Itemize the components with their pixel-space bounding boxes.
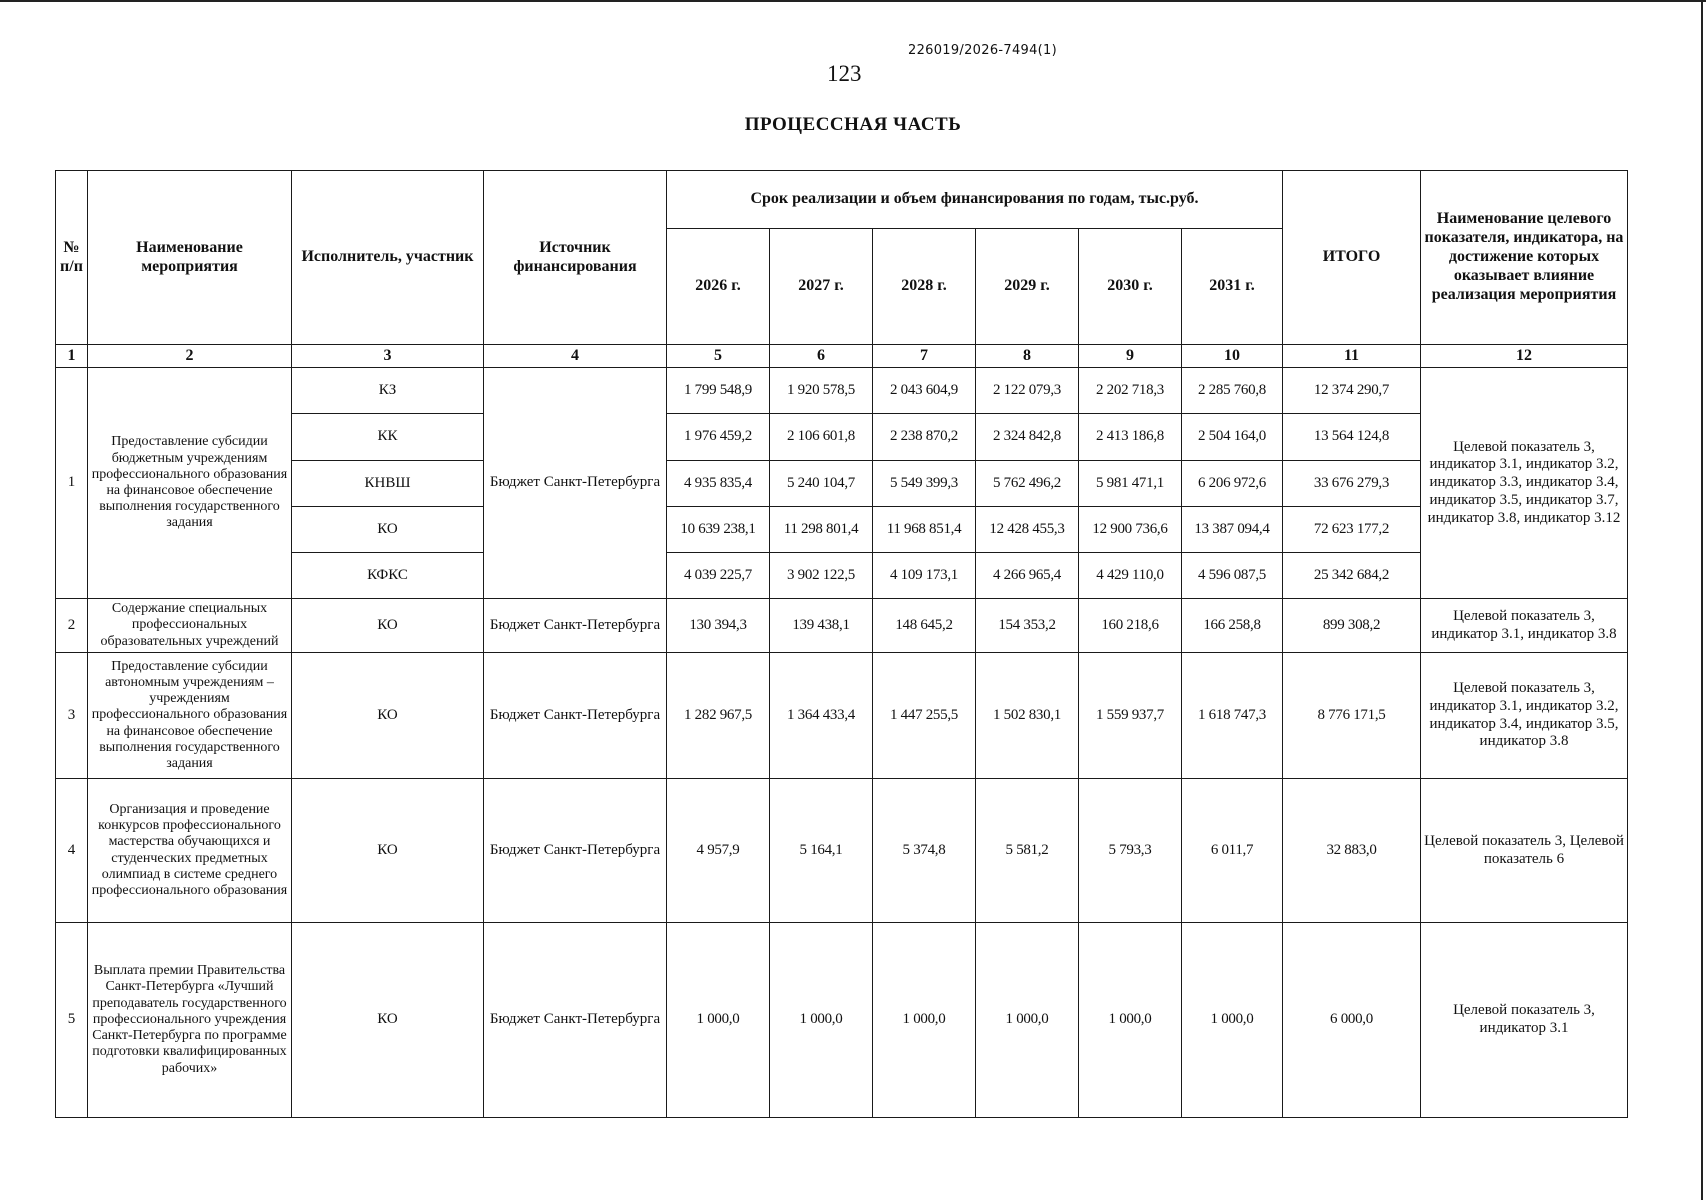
executor: КК	[292, 414, 484, 461]
column-number: 7	[873, 345, 976, 368]
amount-cell: 1 976 459,2	[667, 414, 770, 461]
amount-cell: 12 428 455,3	[976, 507, 1079, 553]
amount-cell: 1 000,0	[770, 923, 873, 1118]
table-row	[56, 507, 1628, 553]
event-name: Выплата премии Правительства Санкт-Петербурга «Лучший преподаватель государственного профессионального учреждения Санкт-Петербурга по программе подготовки квалифицированных рабочих»	[88, 923, 292, 1118]
column-number: 3	[292, 345, 484, 368]
table-row	[56, 461, 1628, 507]
scan-top-edge	[0, 0, 1706, 2]
total-cell: 12 374 290,7	[1283, 368, 1421, 414]
amount-cell: 2 202 718,3	[1079, 368, 1182, 414]
document-number: 226019/2026-7494(1)	[908, 43, 1057, 58]
amount-cell: 6 011,7	[1182, 779, 1283, 923]
amount-cell: 166 258,8	[1182, 599, 1283, 653]
indicator-cell: Целевой показатель 3, индикатор 3.1, индикатор 3.8	[1421, 599, 1628, 653]
amount-cell: 1 618 747,3	[1182, 653, 1283, 779]
amount-cell: 1 799 548,9	[667, 368, 770, 414]
amount-cell: 4 266 965,4	[976, 553, 1079, 599]
amount-cell: 1 000,0	[1182, 923, 1283, 1118]
column-number: 8	[976, 345, 1079, 368]
executor: КНВШ	[292, 461, 484, 507]
event-name: Предоставление субсидии бюджетным учреждениям профессионального образования на финансовое обеспечение выполнения государственного задания	[88, 368, 292, 599]
header-year: 2029 г.	[976, 229, 1079, 345]
amount-cell: 1 000,0	[1079, 923, 1182, 1118]
indicator-cell: Целевой показатель 3, индикатор 3.1, индикатор 3.2, индикатор 3.4, индикатор 3.5, индикатор 3.8	[1421, 653, 1628, 779]
amount-cell: 12 900 736,6	[1079, 507, 1182, 553]
funding-source: Бюджет Санкт-Петербурга	[484, 653, 667, 779]
total-cell: 6 000,0	[1283, 923, 1421, 1118]
executor: КО	[292, 507, 484, 553]
amount-cell: 2 285 760,8	[1182, 368, 1283, 414]
amount-cell: 2 324 842,8	[976, 414, 1079, 461]
amount-cell: 3 902 122,5	[770, 553, 873, 599]
amount-cell: 6 206 972,6	[1182, 461, 1283, 507]
amount-cell: 4 935 835,4	[667, 461, 770, 507]
row-number: 1	[56, 368, 88, 599]
column-number: 6	[770, 345, 873, 368]
executor: КО	[292, 653, 484, 779]
indicator-cell: Целевой показатель 3, Целевой показатель 6	[1421, 779, 1628, 923]
amount-cell: 4 429 110,0	[1079, 553, 1182, 599]
amount-cell: 5 793,3	[1079, 779, 1182, 923]
amount-cell: 2 043 604,9	[873, 368, 976, 414]
column-number: 10	[1182, 345, 1283, 368]
amount-cell: 5 164,1	[770, 779, 873, 923]
table-row	[56, 414, 1628, 461]
total-cell: 33 676 279,3	[1283, 461, 1421, 507]
column-number: 4	[484, 345, 667, 368]
total-cell: 8 776 171,5	[1283, 653, 1421, 779]
column-number: 5	[667, 345, 770, 368]
funding-source: Бюджет Санкт-Петербурга	[484, 779, 667, 923]
table-row	[56, 553, 1628, 599]
header-total: ИТОГО	[1283, 171, 1421, 345]
amount-cell: 5 240 104,7	[770, 461, 873, 507]
amount-cell: 1 920 578,5	[770, 368, 873, 414]
indicator-cell: Целевой показатель 3, индикатор 3.1	[1421, 923, 1628, 1118]
executor: КЗ	[292, 368, 484, 414]
amount-cell: 1 000,0	[976, 923, 1079, 1118]
header-source: Источник финансирования	[484, 171, 667, 345]
indicator-cell: Целевой показатель 3, индикатор 3.1, индикатор 3.2, индикатор 3.3, индикатор 3.4, индикатор 3.5, индикатор 3.7, индикатор 3.8, индикатор 3.12	[1421, 368, 1628, 599]
amount-cell: 5 581,2	[976, 779, 1079, 923]
table-row	[56, 923, 1628, 1118]
table-row	[56, 368, 1628, 414]
total-cell: 899 308,2	[1283, 599, 1421, 653]
header-year: 2026 г.	[667, 229, 770, 345]
amount-cell: 4 596 087,5	[1182, 553, 1283, 599]
amount-cell: 139 438,1	[770, 599, 873, 653]
funding-source: Бюджет Санкт-Петербурга	[484, 368, 667, 599]
amount-cell: 1 364 433,4	[770, 653, 873, 779]
amount-cell: 5 374,8	[873, 779, 976, 923]
amount-cell: 11 298 801,4	[770, 507, 873, 553]
column-number: 9	[1079, 345, 1182, 368]
amount-cell: 4 039 225,7	[667, 553, 770, 599]
header-num: № п/п	[56, 171, 88, 345]
page-number: 123	[827, 61, 862, 86]
header-executor: Исполнитель, участник	[292, 171, 484, 345]
header-year: 2030 г.	[1079, 229, 1182, 345]
executor: КО	[292, 599, 484, 653]
amount-cell: 4 957,9	[667, 779, 770, 923]
total-cell: 72 623 177,2	[1283, 507, 1421, 553]
row-number: 3	[56, 653, 88, 779]
header-event-name: Наименование мероприятия	[88, 171, 292, 345]
total-cell: 32 883,0	[1283, 779, 1421, 923]
header-year: 2028 г.	[873, 229, 976, 345]
amount-cell: 13 387 094,4	[1182, 507, 1283, 553]
header-year: 2031 г.	[1182, 229, 1283, 345]
column-number: 1	[56, 345, 88, 368]
column-number: 2	[88, 345, 292, 368]
amount-cell: 1 000,0	[873, 923, 976, 1118]
event-name: Предоставление субсидии автономным учреждениям – учреждениям профессионального образования на финансовое обеспечение выполнения государственного задания	[88, 653, 292, 779]
amount-cell: 2 413 186,8	[1079, 414, 1182, 461]
amount-cell: 5 981 471,1	[1079, 461, 1182, 507]
amount-cell: 1 282 967,5	[667, 653, 770, 779]
amount-cell: 1 000,0	[667, 923, 770, 1118]
amount-cell: 2 122 079,3	[976, 368, 1079, 414]
amount-cell: 1 502 830,1	[976, 653, 1079, 779]
financing-table	[55, 170, 1628, 1118]
funding-source: Бюджет Санкт-Петербурга	[484, 599, 667, 653]
header-indicator: Наименование целевого показателя, индикатора, на достижение которых оказывает влияние реализация мероприятия	[1421, 171, 1628, 345]
amount-cell: 130 394,3	[667, 599, 770, 653]
column-number-row	[56, 345, 1628, 368]
table-row	[56, 779, 1628, 923]
amount-cell: 154 353,2	[976, 599, 1079, 653]
table-row	[56, 599, 1628, 653]
amount-cell: 2 238 870,2	[873, 414, 976, 461]
header-period-group: Срок реализации и объем финансирования по годам, тыс.руб.	[667, 171, 1283, 229]
amount-cell: 1 559 937,7	[1079, 653, 1182, 779]
event-name: Содержание специальных профессиональных образовательных учреждений	[88, 599, 292, 653]
total-cell: 13 564 124,8	[1283, 414, 1421, 461]
amount-cell: 2 504 164,0	[1182, 414, 1283, 461]
amount-cell: 1 447 255,5	[873, 653, 976, 779]
executor: КО	[292, 923, 484, 1118]
row-number: 5	[56, 923, 88, 1118]
amount-cell: 4 109 173,1	[873, 553, 976, 599]
funding-source: Бюджет Санкт-Петербурга	[484, 923, 667, 1118]
header-row-1	[56, 171, 1628, 229]
column-number: 11	[1283, 345, 1421, 368]
amount-cell: 148 645,2	[873, 599, 976, 653]
total-cell: 25 342 684,2	[1283, 553, 1421, 599]
row-number: 4	[56, 779, 88, 923]
scan-right-edge	[1701, 0, 1703, 1200]
section-title: ПРОЦЕССНАЯ ЧАСТЬ	[744, 114, 962, 135]
column-number: 12	[1421, 345, 1628, 368]
row-number: 2	[56, 599, 88, 653]
amount-cell: 11 968 851,4	[873, 507, 976, 553]
executor: КО	[292, 779, 484, 923]
amount-cell: 10 639 238,1	[667, 507, 770, 553]
header-year: 2027 г.	[770, 229, 873, 345]
event-name: Организация и проведение конкурсов профессионального мастерства обучающихся и студенческих предметных олимпиад в системе среднего профессионального образования	[88, 779, 292, 923]
amount-cell: 2 106 601,8	[770, 414, 873, 461]
table-row	[56, 653, 1628, 779]
amount-cell: 160 218,6	[1079, 599, 1182, 653]
executor: КФКС	[292, 553, 484, 599]
amount-cell: 5 549 399,3	[873, 461, 976, 507]
amount-cell: 5 762 496,2	[976, 461, 1079, 507]
